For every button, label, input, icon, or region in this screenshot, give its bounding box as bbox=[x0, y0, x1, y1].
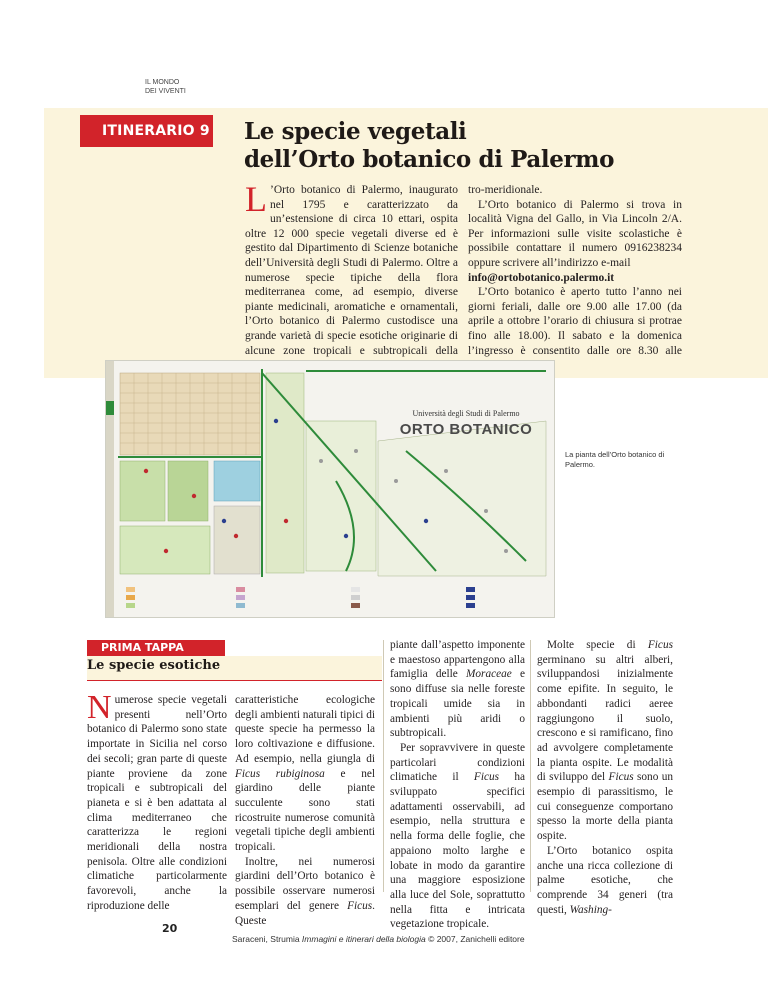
page-title bbox=[244, 118, 704, 174]
col4-p2-a: L’Orto botanico ospita anche una ricca collezione di palme esotiche, che comprende 34 generi (tra questi, bbox=[537, 844, 673, 916]
page-number: 20 bbox=[162, 922, 178, 935]
col2-p2-a: Inoltre, nei numerosi giardini dell’Orto botanico è possibile osservare numerosi esemplari del genere bbox=[235, 855, 375, 912]
itinerary-label: ITINERARIO 9 bbox=[80, 115, 213, 147]
col1-text: umerose specie vegetali presenti nell’Orto botanico di Palermo sono state importate in Sicilia nel corso dei secoli; gran parte di queste piante proviene da zone tropicali e subtropicali del pianeta e si è ben adattata al clima mediterraneo che caratterizza le regioni meridionali della nostra penisola. Oltre alle condizioni climatiche particolarmente favorevoli, anche la riproduzione delle bbox=[87, 694, 227, 912]
col4-p1-em: Ficus bbox=[647, 639, 673, 651]
col4-p1 bbox=[537, 638, 673, 844]
col3-p1 bbox=[390, 638, 525, 741]
legend-swatch-3 bbox=[126, 603, 137, 608]
col3-p1-em: Moraceae bbox=[465, 668, 512, 681]
text-column-1 bbox=[87, 689, 227, 914]
contact-email: info@ortobotanico.palermo.it bbox=[468, 271, 615, 284]
map-name: ORTO BOTANICO bbox=[399, 421, 533, 438]
legend-swatch-5 bbox=[236, 595, 247, 600]
intro-left-text: ’Orto botanico di Palermo, inaugurato nel 1795 e caratterizzato da un’estensione di circa 10 ettari, ospita oltre 12 000 specie vegetali diverse ed è gestito dal Dipartimento di Scienze botaniche dell’Università degli Studi di Palermo. Oltre a numerose specie tipiche della flora mediterranea come, ad esempio, diverse piante medicinali, aromatiche e ornamentali, l’Orto botanico di Palermo custodisce una grande varietà di specie esotiche originarie di alcune zone tropicali e subtropicali della bbox=[245, 184, 458, 357]
legend-swatch-12 bbox=[466, 603, 477, 608]
column-divider-1 bbox=[383, 640, 384, 892]
column-divider-2 bbox=[530, 640, 531, 892]
legend-swatch-7 bbox=[351, 587, 362, 592]
legend-swatch-9 bbox=[351, 603, 362, 608]
map-caption: La pianta dell’Orto botanico di Palermo. bbox=[565, 450, 665, 469]
col4-p2 bbox=[537, 844, 673, 918]
section-divider bbox=[87, 680, 382, 681]
col2-p2-em: Ficus bbox=[347, 899, 373, 912]
intro-left-column bbox=[245, 179, 458, 387]
section-tag-line2: DEI VIVENTI bbox=[145, 88, 186, 95]
legend-swatch-1 bbox=[126, 587, 137, 592]
intro-dropcap: L bbox=[245, 179, 267, 219]
col3-p1-a: piante dall’aspetto imponente e maestoso appartengono alla famiglia delle bbox=[390, 639, 525, 681]
col3-p2-em: Ficus bbox=[473, 771, 500, 784]
map-drawing bbox=[106, 361, 555, 618]
map-university: Università degli Studi di Palermo bbox=[412, 409, 520, 418]
col2-p2-b: . Queste bbox=[235, 899, 375, 927]
col2-p1-em: Ficus rubiginosa bbox=[235, 767, 325, 780]
legend-swatch-2 bbox=[126, 595, 137, 600]
intro-right-p3: L’Orto botanico è aperto tutto l’anno nei giorni feriali, dalle ore 9.00 alle 17.00 (da aprile a ottobre l’orario di chiusura si protrae fino alle 18.00). Il sabato e la domenica l’ingresso è consentito dalle ore 8.30 alle bbox=[468, 286, 682, 357]
footer-book-title: Immagini e itinerari della biologia bbox=[301, 934, 426, 944]
map-legend bbox=[116, 583, 546, 615]
footer-authors: Saraceni, Strumia bbox=[232, 934, 302, 944]
legend-swatch-10 bbox=[466, 587, 477, 592]
section-tag-line1: IL MONDO bbox=[145, 79, 180, 86]
footer-credit bbox=[232, 934, 525, 944]
col4-p1-em2: Ficus bbox=[608, 771, 634, 784]
map-title-block bbox=[386, 409, 546, 438]
col2-p2 bbox=[235, 855, 375, 929]
intro-right-column bbox=[468, 183, 682, 373]
text-column-4 bbox=[537, 638, 673, 917]
col4-p2-em: Washing- bbox=[569, 903, 612, 916]
col4-p1-c: sono un esempio di parassitismo, le cui conseguenze comportano spesso la morte della pianta ospite. bbox=[537, 771, 673, 843]
col3-p1-b: e sono diffuse sia nelle foreste tropicali umide sia in ambienti più aridi o subtropicali. bbox=[390, 668, 525, 740]
legend-swatch-8 bbox=[351, 595, 362, 600]
col2-p1-a: caratteristiche ecologiche degli ambienti naturali tipici di queste specie ha permesso la loro coltivazione e diffusione. Ad esempio, nella giungla di bbox=[235, 694, 375, 765]
text-column-3 bbox=[390, 638, 525, 932]
intro-right-p1: tro-meridionale. bbox=[468, 184, 543, 196]
intro-right-p2 bbox=[468, 198, 682, 286]
col3-p2 bbox=[390, 741, 525, 932]
legend-swatch-11 bbox=[466, 595, 477, 600]
stage-label: PRIMA TAPPA bbox=[87, 640, 225, 656]
col2-p1 bbox=[235, 693, 375, 855]
col4-p1-b: germinano su altri alberi, sviluppandosi inizialmente come epifite. In seguito, le abbondanti radici aeree raggiungono il suolo, crescono e si ramificano, fino ad avvolgere completamente la pianta ospite. Le modalità di sviluppo del bbox=[537, 653, 673, 784]
footer-publisher: © 2007, Zanichelli editore bbox=[425, 934, 525, 944]
col4-p1-a: Molte specie di bbox=[547, 639, 648, 651]
title-line2: dell’Orto botanico di Palermo bbox=[244, 146, 615, 173]
col3-p2-b: ha sviluppato specifici adattamenti osservabili, ad esempio, nella struttura e nella forma delle foglie, che appaiono molto larghe e lobate in modo da garantire una maggiore esposizione alla luce del Sole, soprattutto nella fitta e intricata vegetazione tropicale. bbox=[390, 771, 525, 931]
section-title: Le specie esotiche bbox=[87, 658, 221, 673]
intro-right-p2-text: L’Orto botanico di Palermo si trova in località Vigna del Gallo, in Via Lincoln 2/A. Per informazioni sulle visite scolastiche è possibile contattare il numero 0916238234 oppure scrivere all’indirizzo e-mail bbox=[468, 198, 682, 269]
section-tag bbox=[145, 78, 245, 96]
section-dropcap: N bbox=[87, 689, 112, 726]
legend-swatch-4 bbox=[236, 587, 247, 592]
botanical-garden-map bbox=[105, 360, 555, 618]
legend-swatch-6 bbox=[236, 603, 247, 608]
col3-p2-a: Per sopravvivere in queste particolari condizioni climatiche il bbox=[390, 741, 525, 784]
title-line1: Le specie vegetali bbox=[244, 118, 467, 145]
col2-p1-b: e nel giardino delle piante succulente sono stati ricostruite numerose comunità vegetali tipiche degli ambienti tropicali. bbox=[235, 767, 375, 854]
text-column-2 bbox=[235, 693, 375, 928]
